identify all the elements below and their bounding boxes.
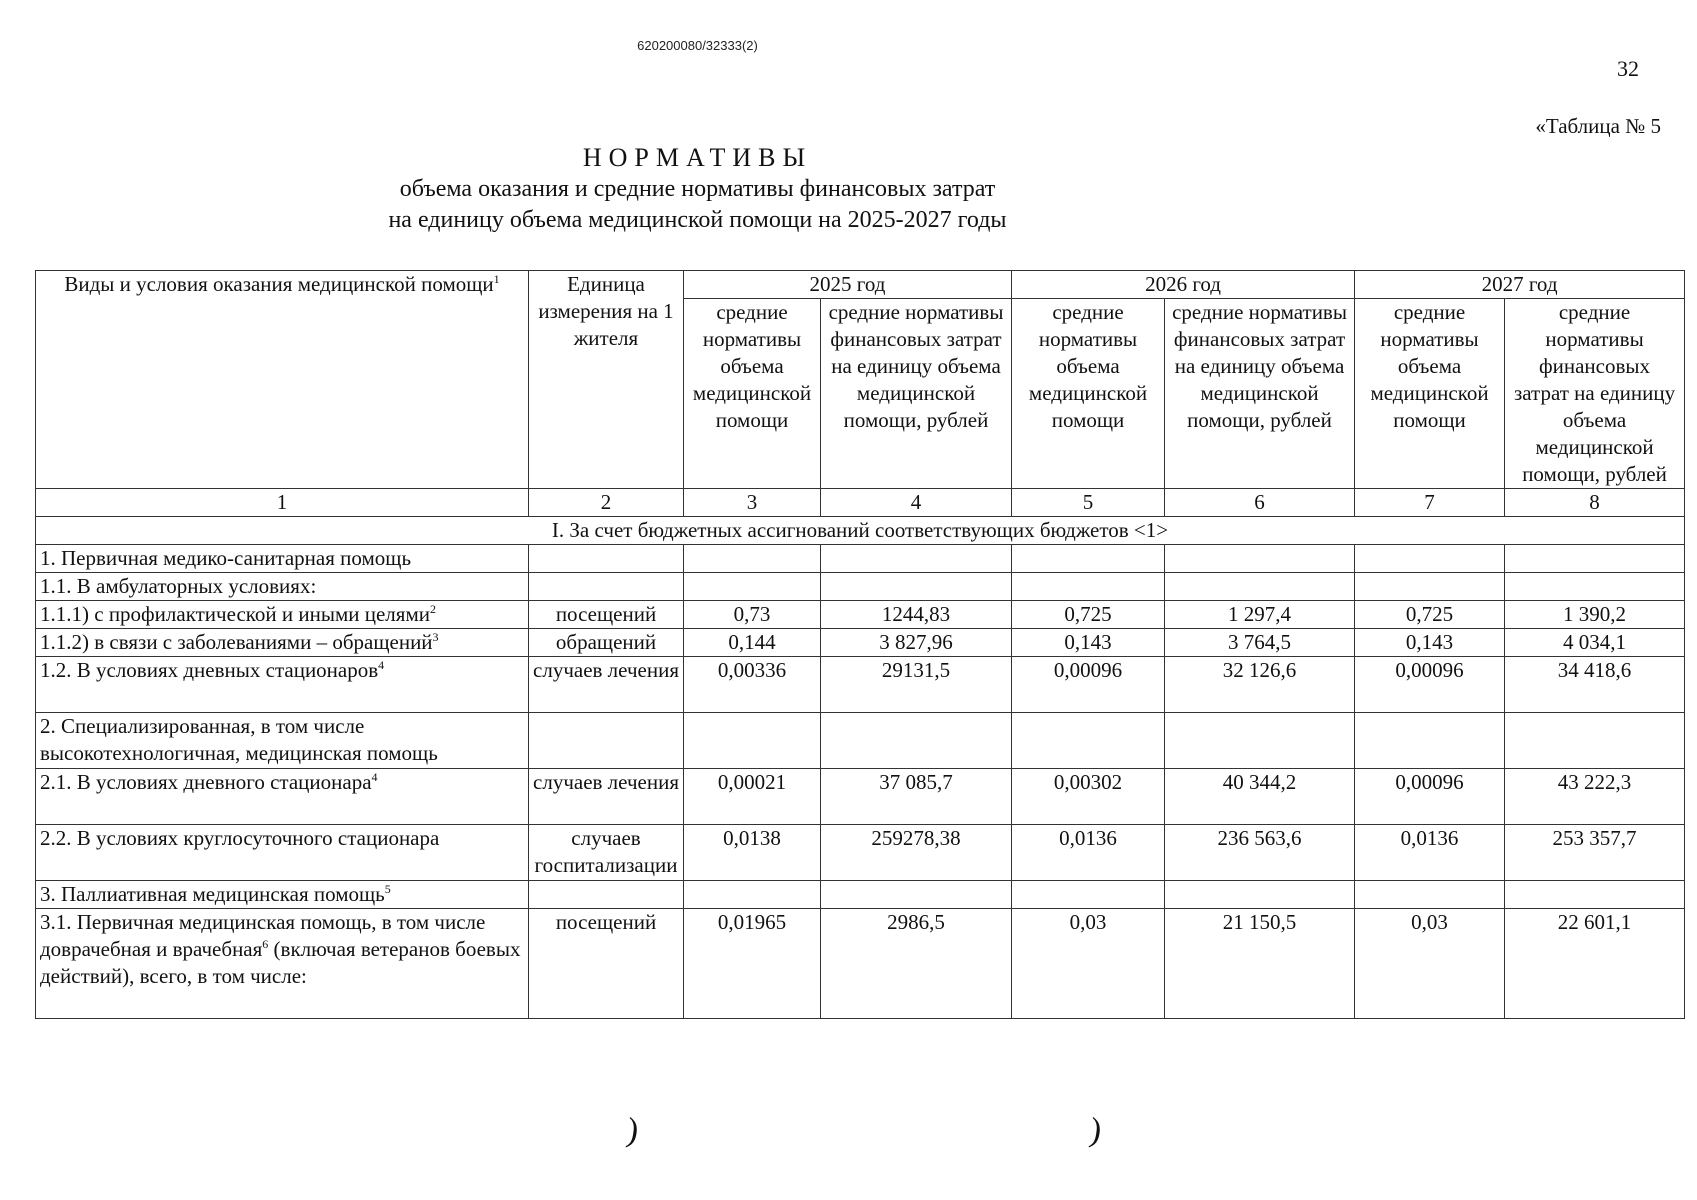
volume-value — [1355, 713, 1505, 769]
row-unit: случаев лечения — [529, 769, 684, 825]
row-name — [36, 713, 529, 769]
column-number: 8 — [1505, 489, 1685, 517]
column-number: 5 — [1012, 489, 1165, 517]
row-name-text: 2.1. В условиях дневного стационара — [40, 770, 372, 794]
row-name-text: 3.1. Первичная медицинская помощь, в том числе доврачебная и врачебная — [40, 910, 486, 961]
cost-value — [1165, 545, 1355, 573]
row-unit: посещений — [529, 601, 684, 629]
volume-value: 0,725 — [1012, 601, 1165, 629]
volume-value — [1355, 881, 1505, 909]
row-unit: случаев госпитализации — [529, 825, 684, 881]
volume-value: 0,00021 — [684, 769, 821, 825]
cost-value: 3 827,96 — [821, 629, 1012, 657]
header-col-unit: Единица измерения на 1 жителя — [529, 271, 684, 489]
volume-value — [1355, 545, 1505, 573]
cost-value: 1 297,4 — [1165, 601, 1355, 629]
header-col-type — [36, 271, 529, 489]
cost-value: 3 764,5 — [1165, 629, 1355, 657]
footnote-mark: 4 — [378, 658, 385, 672]
volume-value: 0,03 — [1355, 909, 1505, 1019]
title-line-1: объема оказания и средние нормативы финансовых затрат — [399, 176, 996, 202]
cost-value: 236 563,6 — [1165, 825, 1355, 881]
row-unit — [529, 573, 684, 601]
header-year-2026: 2026 год — [1012, 271, 1355, 299]
bottom-mark: ) — [624, 1111, 641, 1150]
document-id: 620200080/32333(2) — [637, 38, 758, 53]
volume-value — [684, 881, 821, 909]
row-name — [36, 769, 529, 825]
volume-value: 0,143 — [1355, 629, 1505, 657]
cost-value — [1165, 713, 1355, 769]
header-cost-2026: средние нормативы финансовых затрат на единицу объема медицинской помощи, рублей — [1165, 299, 1355, 489]
bottom-mark: ) — [1087, 1111, 1104, 1150]
volume-value: 0,03 — [1012, 909, 1165, 1019]
header-cost-2025: средние нормативы финансовых затрат на единицу объема медицинской помощи, рублей — [821, 299, 1012, 489]
volume-value: 0,0136 — [1012, 825, 1165, 881]
table-row — [36, 657, 1685, 713]
column-number: 4 — [821, 489, 1012, 517]
volume-value: 0,00096 — [1355, 657, 1505, 713]
volume-value: 0,73 — [684, 601, 821, 629]
volume-value — [1012, 713, 1165, 769]
header-volume-2025: средние нормативы объема медицинской помощи — [684, 299, 821, 489]
title-line-2: на единицу объема медицинской помощи на 2025-2027 годы — [388, 207, 1007, 233]
cost-value: 43 222,3 — [1505, 769, 1685, 825]
row-name-text: 1.1.2) в связи с заболеваниями – обращений — [40, 630, 433, 654]
cost-value — [1505, 573, 1685, 601]
cost-value: 40 344,2 — [1165, 769, 1355, 825]
table-row — [36, 825, 1685, 881]
row-name — [36, 601, 529, 629]
table-row — [36, 881, 1685, 909]
footnote-mark: 6 — [262, 937, 269, 951]
volume-value — [684, 713, 821, 769]
cost-value — [1505, 545, 1685, 573]
row-name-text: 2.2. В условиях круглосуточного стационара — [40, 826, 440, 850]
header-year-2025: 2025 год — [684, 271, 1012, 299]
column-number: 7 — [1355, 489, 1505, 517]
volume-value: 0,0138 — [684, 825, 821, 881]
table-row — [36, 909, 1685, 1019]
volume-value: 0,144 — [684, 629, 821, 657]
column-numbers-row — [36, 489, 1685, 517]
section-row — [36, 517, 1685, 545]
cost-value — [1165, 573, 1355, 601]
row-name — [36, 881, 529, 909]
row-name-continued: (включая ветеранов боевых действий), всего, в том числе: — [40, 937, 521, 988]
cost-value — [821, 713, 1012, 769]
row-name-text: 1.1.1) с профилактической и иными целями — [40, 602, 430, 626]
row-name — [36, 825, 529, 881]
row-name — [36, 909, 529, 1019]
cost-value: 1244,83 — [821, 601, 1012, 629]
norms-table — [35, 270, 1685, 1019]
header-volume-2026: средние нормативы объема медицинской помощи — [1012, 299, 1165, 489]
row-name-text: 1.1. В амбулаторных условиях: — [40, 574, 317, 598]
footnote-mark: 3 — [432, 630, 439, 644]
volume-value: 0,00096 — [1012, 657, 1165, 713]
header-row-years — [36, 271, 1685, 299]
header-cost-2027: средние нормативы финансовых затрат на единицу объема медицинской помощи, рублей — [1505, 299, 1685, 489]
row-name-text: 1. Первичная медико-санитарная помощь — [40, 546, 412, 570]
footnote-mark: 5 — [384, 882, 391, 896]
volume-value — [684, 545, 821, 573]
cost-value — [821, 545, 1012, 573]
cost-value: 4 034,1 — [1505, 629, 1685, 657]
row-name — [36, 545, 529, 573]
section-title: I. За счет бюджетных ассигнований соответствующих бюджетов <1> — [36, 517, 1685, 545]
cost-value: 1 390,2 — [1505, 601, 1685, 629]
volume-value: 0,00096 — [1355, 769, 1505, 825]
cost-value: 29131,5 — [821, 657, 1012, 713]
page-number: 32 — [1617, 56, 1639, 81]
cost-value — [821, 573, 1012, 601]
table-row — [36, 601, 1685, 629]
table-body — [36, 545, 1685, 1019]
row-name — [36, 573, 529, 601]
row-name-text: 3. Паллиативная медицинская помощь — [40, 882, 385, 906]
cost-value — [1505, 713, 1685, 769]
row-unit — [529, 545, 684, 573]
cost-value: 253 357,7 — [1505, 825, 1685, 881]
cost-value: 259278,38 — [821, 825, 1012, 881]
volume-value: 0,00302 — [1012, 769, 1165, 825]
cost-value: 32 126,6 — [1165, 657, 1355, 713]
volume-value — [684, 573, 821, 601]
footnote-mark: 1 — [493, 272, 500, 286]
table-row — [36, 713, 1685, 769]
header-year-2027: 2027 год — [1355, 271, 1685, 299]
volume-value: 0,01965 — [684, 909, 821, 1019]
cost-value — [821, 881, 1012, 909]
volume-value — [1012, 881, 1165, 909]
row-unit: посещений — [529, 909, 684, 1019]
cost-value: 34 418,6 — [1505, 657, 1685, 713]
row-unit: обращений — [529, 629, 684, 657]
volume-value — [1012, 573, 1165, 601]
table-label: «Таблица № 5 — [1535, 114, 1661, 138]
cost-value — [1505, 881, 1685, 909]
table-row — [36, 545, 1685, 573]
cost-value — [1165, 881, 1355, 909]
row-name — [36, 629, 529, 657]
header-col-type-label: Виды и условия оказания медицинской помощи — [64, 272, 494, 296]
row-unit — [529, 713, 684, 769]
header-volume-2027: средние нормативы объема медицинской помощи — [1355, 299, 1505, 489]
volume-value: 0,00336 — [684, 657, 821, 713]
cost-value: 2986,5 — [821, 909, 1012, 1019]
column-number: 2 — [529, 489, 684, 517]
table-row — [36, 769, 1685, 825]
volume-value: 0,143 — [1012, 629, 1165, 657]
table-row — [36, 573, 1685, 601]
volume-value — [1355, 573, 1505, 601]
column-number: 3 — [684, 489, 821, 517]
volume-value — [1012, 545, 1165, 573]
row-name — [36, 657, 529, 713]
footnote-mark: 2 — [429, 602, 436, 616]
row-unit: случаев лечения — [529, 657, 684, 713]
volume-value: 0,725 — [1355, 601, 1505, 629]
cost-value: 22 601,1 — [1505, 909, 1685, 1019]
row-name-text: 1.2. В условиях дневных стационаров — [40, 658, 379, 682]
footnote-mark: 4 — [371, 770, 378, 784]
cost-value: 21 150,5 — [1165, 909, 1355, 1019]
page-title: НОРМАТИВЫ — [582, 143, 813, 172]
title-block — [0, 142, 1395, 236]
table-row — [36, 629, 1685, 657]
column-number: 6 — [1165, 489, 1355, 517]
volume-value: 0,0136 — [1355, 825, 1505, 881]
column-number: 1 — [36, 489, 529, 517]
row-name-text: 2. Специализированная, в том числе высокотехнологичная, медицинская помощь — [40, 714, 438, 765]
cost-value: 37 085,7 — [821, 769, 1012, 825]
row-unit — [529, 881, 684, 909]
